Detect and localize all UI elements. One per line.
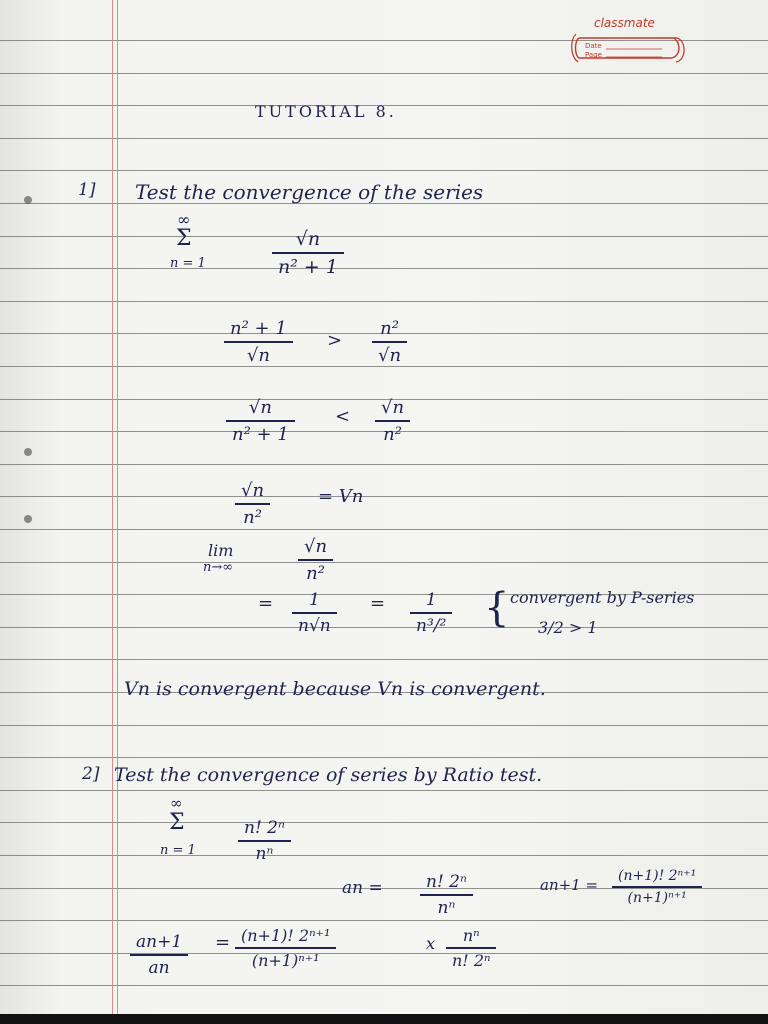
fraction-numerator: n! 2ⁿ (426, 872, 467, 892)
ruled-line (0, 138, 768, 139)
q1-pseries-condition: 3/2 > 1 (538, 618, 598, 637)
punch-hole-mark (24, 515, 32, 523)
q1-step5-fraction-1 (292, 590, 337, 636)
fraction-numerator: √n (381, 397, 405, 418)
fraction-denominator: n² + 1 (232, 423, 289, 445)
fraction-bar (224, 341, 293, 343)
fraction-bar (226, 420, 295, 422)
q1-limit-subscript: n→∞ (203, 560, 234, 575)
ruled-line (0, 627, 768, 628)
fraction-bar (272, 252, 344, 254)
fraction-numerator: √n (241, 480, 265, 501)
q1-step3-equals: = Vn (318, 486, 364, 507)
fraction-numerator: nⁿ (462, 926, 480, 945)
q1-series-fraction (272, 228, 344, 278)
q2-heading: Test the convergence of series by Ratio test. (114, 764, 543, 786)
q2-ratio-right-fraction (446, 926, 496, 970)
fraction-bar (372, 341, 407, 343)
q1-step1-operator: > (327, 330, 343, 351)
q1-step4-fraction (298, 536, 333, 584)
notebook-binding-edge (0, 1014, 768, 1024)
q1-sum-upper: ∞ (177, 210, 191, 229)
ruled-line (0, 985, 768, 986)
notebook-brand-badge (570, 16, 690, 76)
fraction-bar (292, 612, 337, 614)
fraction-denominator: nⁿ (437, 897, 456, 918)
q1-step2-operator: < (335, 406, 351, 427)
q1-sum-symbol: Σ (176, 226, 192, 251)
fraction-denominator: n! 2ⁿ (452, 950, 491, 970)
fraction-denominator: n² (383, 423, 402, 445)
q2-an1-label: an+1 = (540, 876, 599, 894)
fraction-denominator: n√n (298, 615, 331, 636)
ruled-line (0, 822, 768, 823)
q2-series-fraction (238, 818, 291, 864)
fraction-bar (420, 894, 473, 896)
q2-ratio-equals: = (215, 932, 231, 953)
fraction-numerator: an+1 (136, 932, 183, 952)
q1-step1-left-fraction (224, 318, 293, 366)
q2-number: 2] (82, 764, 100, 784)
q1-heading: Test the convergence of the series (135, 180, 484, 204)
fraction-numerator: (n+1)! 2ⁿ⁺¹ (618, 868, 697, 884)
fraction-denominator: nⁿ (255, 843, 274, 864)
ruled-line (0, 757, 768, 758)
ruled-line (0, 170, 768, 171)
fraction-numerator: 1 (308, 590, 320, 610)
ruled-line (0, 659, 768, 660)
margin-line-left (112, 0, 113, 1024)
fraction-numerator: n! 2ⁿ (244, 818, 285, 838)
ruled-line (0, 725, 768, 726)
fraction-numerator: 1 (425, 590, 437, 610)
q1-number: 1] (78, 180, 96, 200)
q2-ratio-middle-fraction (235, 926, 336, 970)
fraction-numerator: √n (304, 536, 328, 557)
q2-an-label: an = (342, 878, 383, 898)
q1-conclusion: Vn is convergent because Vn is convergent. (124, 678, 546, 700)
punch-hole-mark (24, 448, 32, 456)
fraction-bar (235, 503, 270, 505)
q1-step5-equals-1: = (258, 593, 274, 614)
ruled-line (0, 790, 768, 791)
fraction-denominator: n² (306, 562, 325, 584)
fraction-denominator: n² (243, 506, 262, 528)
q1-step2-left-fraction (226, 397, 295, 445)
fraction-bar (375, 420, 410, 422)
q1-limit-word: lim (208, 541, 234, 560)
q1-step2-right-fraction (375, 397, 410, 445)
fraction-numerator: √n (248, 397, 272, 418)
q2-an1-fraction (612, 868, 702, 906)
ruled-line (0, 529, 768, 530)
fraction-bar (410, 612, 452, 614)
q2-sum-upper: ∞ (170, 794, 183, 812)
ruled-line (0, 366, 768, 367)
punch-hole-mark (24, 196, 32, 204)
page-title: TUTORIAL 8. (255, 102, 397, 121)
fraction-denominator: √n (246, 344, 270, 366)
ruled-line (0, 496, 768, 497)
q1-step5-equals-2: = (370, 593, 386, 614)
date-label: Date (585, 42, 602, 50)
fraction-denominator: (n+1)ⁿ⁺¹ (251, 950, 320, 970)
fraction-bar (235, 947, 336, 949)
fraction-denominator: √n (378, 344, 402, 366)
fraction-numerator: n² + 1 (230, 318, 287, 339)
q1-series-numerator: √n (295, 228, 321, 250)
fraction-denominator: (n+1)ⁿ⁺¹ (627, 889, 687, 906)
q1-step3-fraction (235, 480, 270, 528)
fraction-bar (446, 947, 496, 949)
q1-series-denominator: n² + 1 (278, 255, 338, 278)
ruled-line (0, 562, 768, 563)
ruled-line (0, 464, 768, 465)
fraction-denominator: an (148, 957, 170, 978)
q1-step5-fraction-2 (410, 590, 452, 636)
q1-sum-lower: n = 1 (170, 256, 206, 271)
fraction-bar (298, 559, 333, 561)
fraction-bar (130, 954, 188, 956)
ruled-line (0, 855, 768, 856)
q2-sum-lower: n = 1 (160, 843, 196, 858)
ruled-line (0, 920, 768, 921)
margin-line-right (117, 0, 118, 1024)
q2-an-fraction (420, 872, 473, 918)
q2-sum-symbol: Σ (169, 810, 185, 835)
fraction-bar (238, 840, 291, 842)
ruled-line (0, 268, 768, 269)
page-label: Page (585, 51, 602, 59)
q2-ratio-multiply: x (426, 934, 436, 953)
brand-name: classmate (594, 16, 655, 30)
ruled-line (0, 301, 768, 302)
ruled-line (0, 236, 768, 237)
fraction-numerator: n² (380, 318, 399, 339)
fraction-denominator: n³/² (416, 615, 447, 636)
q1-pseries-note: convergent by P-series (510, 588, 695, 607)
fraction-numerator: (n+1)! 2ⁿ⁺¹ (241, 926, 331, 945)
q2-ratio-left-fraction (130, 932, 188, 978)
q1-step1-right-fraction (372, 318, 407, 366)
curly-brace: { (484, 585, 510, 631)
fraction-bar (612, 886, 702, 888)
ruled-line (0, 953, 768, 954)
